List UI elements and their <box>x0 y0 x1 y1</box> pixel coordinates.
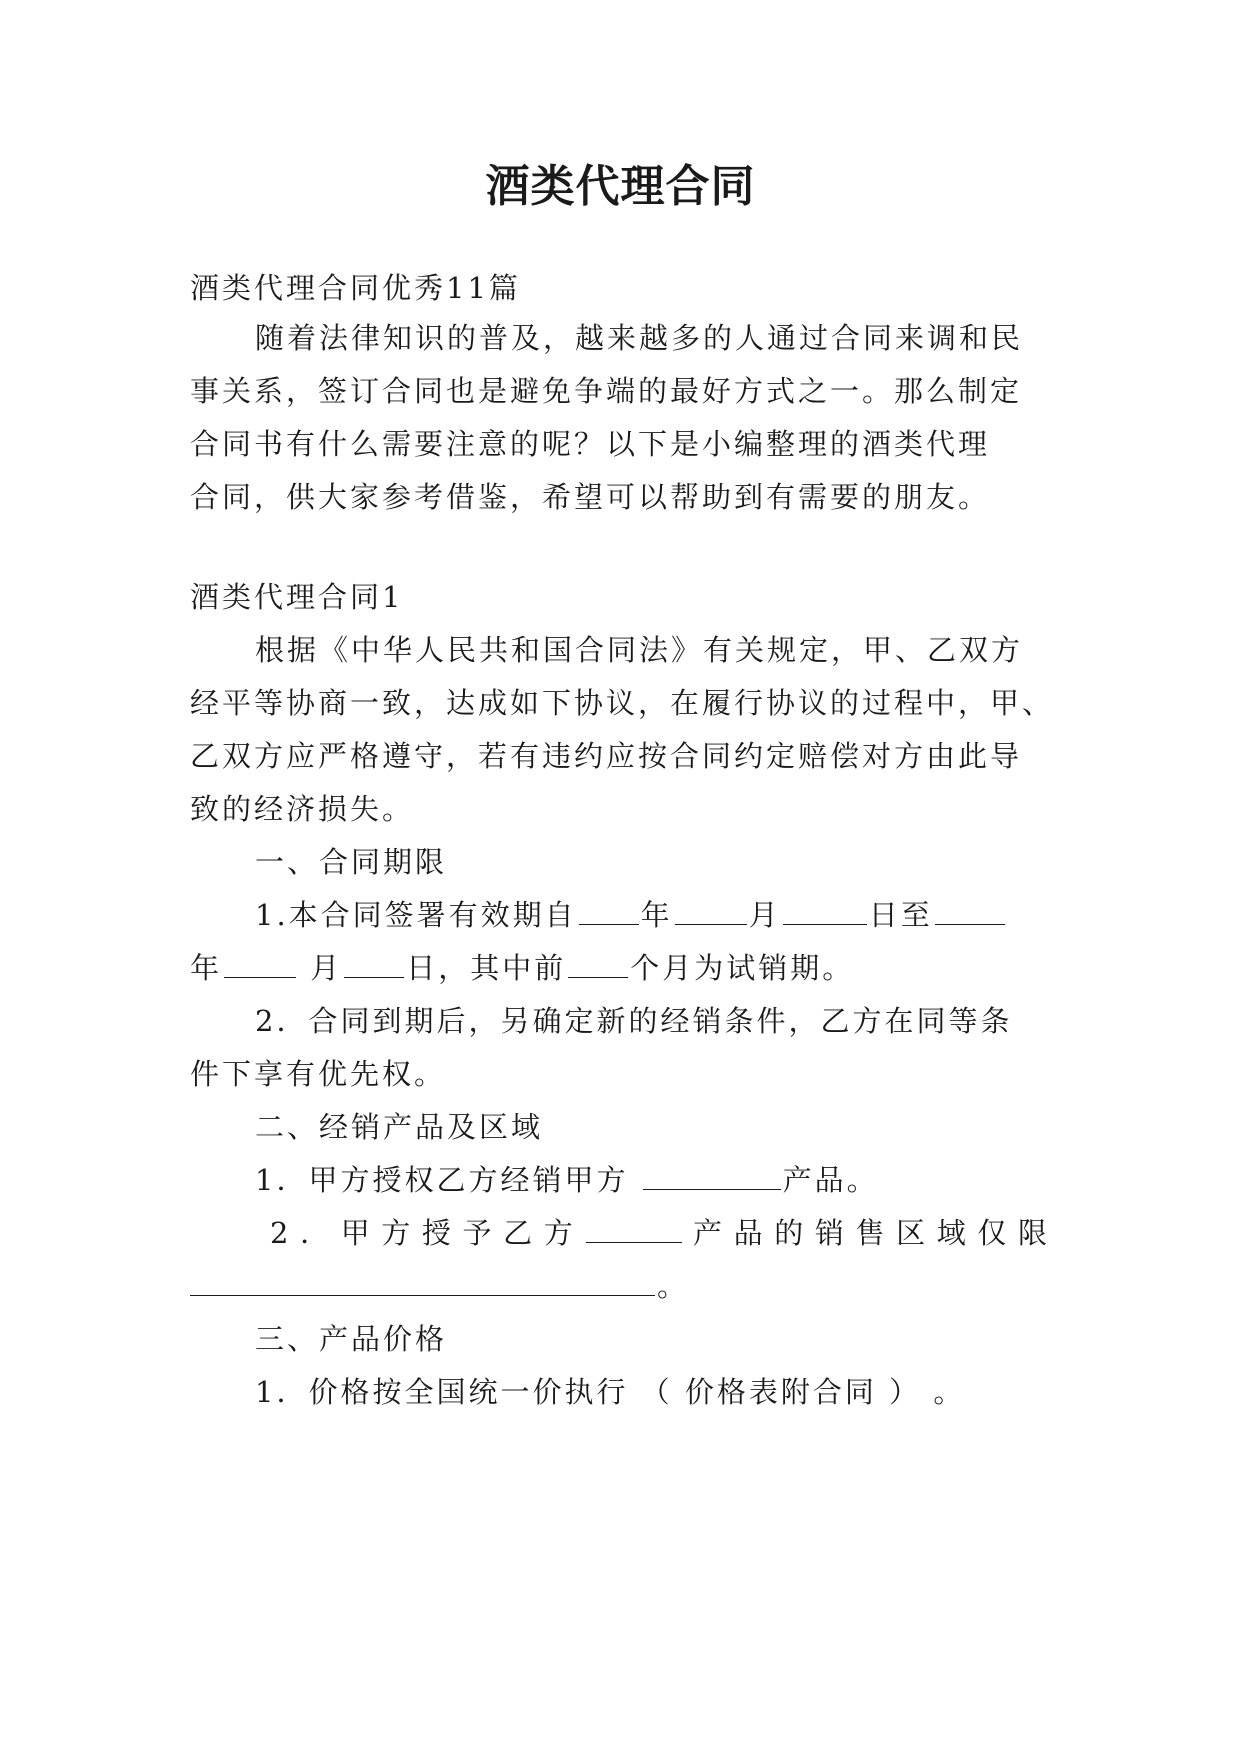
clause-1-1 <box>255 895 1050 935</box>
clause-text: 年 <box>190 951 223 985</box>
document-subtitle: 酒类代理合同优秀11篇 <box>190 271 521 305</box>
intro-line-2: 事关系，签订合同也是避免争端的最好方式之一。那么制定 <box>190 374 1023 408</box>
preamble-line-3: 乙双方应严格遵守，若有违约应按合同约定赔偿对方由此导 <box>190 739 1023 773</box>
heading-products-region: 二、经销产品及区域 <box>255 1110 544 1144</box>
clause-2-2-cont <box>190 1266 1050 1306</box>
intro-line-3: 合同书有什么需要注意的呢？以下是小编整理的酒类代理 <box>190 427 991 461</box>
clause-text: 日，其中前 <box>406 951 567 985</box>
clause-text: 日至 <box>868 898 933 932</box>
preamble-line-1: 根据《中华人民共和国合同法》有关规定，甲、乙双方 <box>255 633 1024 667</box>
blank-line <box>568 951 628 978</box>
heading-contract-term: 一、合同期限 <box>255 845 448 879</box>
section-title: 酒类代理合同1 <box>190 580 404 614</box>
clause-text: 月 <box>748 898 781 932</box>
heading-product-price: 三、产品价格 <box>255 1322 448 1356</box>
clause-1-2-line-1: 2．合同到期后，另确定新的经销条件，乙方在同等条 <box>255 1004 1013 1038</box>
clause-text: 产品的销售区域仅限 <box>684 1216 1050 1250</box>
clause-1-1-cont <box>190 948 1050 988</box>
clause-text: 1.本合同签署有效期自 <box>255 898 577 932</box>
intro-line-4: 合同，供大家参考借鉴，希望可以帮助到有需要的朋友。 <box>190 480 991 514</box>
blank-line <box>190 1269 655 1296</box>
blank-line <box>935 898 1005 925</box>
blank-line <box>224 951 296 978</box>
clause-text: 年 <box>640 898 673 932</box>
clause-text: 。 <box>657 1269 690 1303</box>
blank-line <box>783 898 867 925</box>
clause-text: 1．甲方授权乙方经销甲方 <box>255 1163 629 1197</box>
document-title: 酒类代理合同 <box>485 161 756 212</box>
clause-2-2 <box>270 1213 1050 1253</box>
clause-3-1: 1．价格按全国统一价执行 （ 价格表附合同 ） 。 <box>255 1375 966 1409</box>
clause-text: 2．甲方授予乙方 <box>270 1216 585 1250</box>
clause-2-1 <box>255 1160 1050 1200</box>
preamble-line-4: 致的经济损失。 <box>190 792 415 826</box>
intro-line-1: 随着法律知识的普及，越来越多的人通过合同来调和民 <box>255 321 1024 355</box>
blank-line <box>344 951 404 978</box>
clause-text: 个月为试销期。 <box>630 951 855 985</box>
blank-line <box>579 898 639 925</box>
blank-line <box>675 898 747 925</box>
clause-text: 产品。 <box>782 1163 879 1197</box>
preamble-line-2: 经平等协商一致，达成如下协议，在履行协议的过程中，甲、 <box>190 686 1055 720</box>
blank-line <box>643 1163 781 1190</box>
clause-text: 月 <box>310 951 343 985</box>
clause-1-2-line-2: 件下享有优先权。 <box>190 1057 447 1091</box>
blank-line <box>586 1216 682 1243</box>
